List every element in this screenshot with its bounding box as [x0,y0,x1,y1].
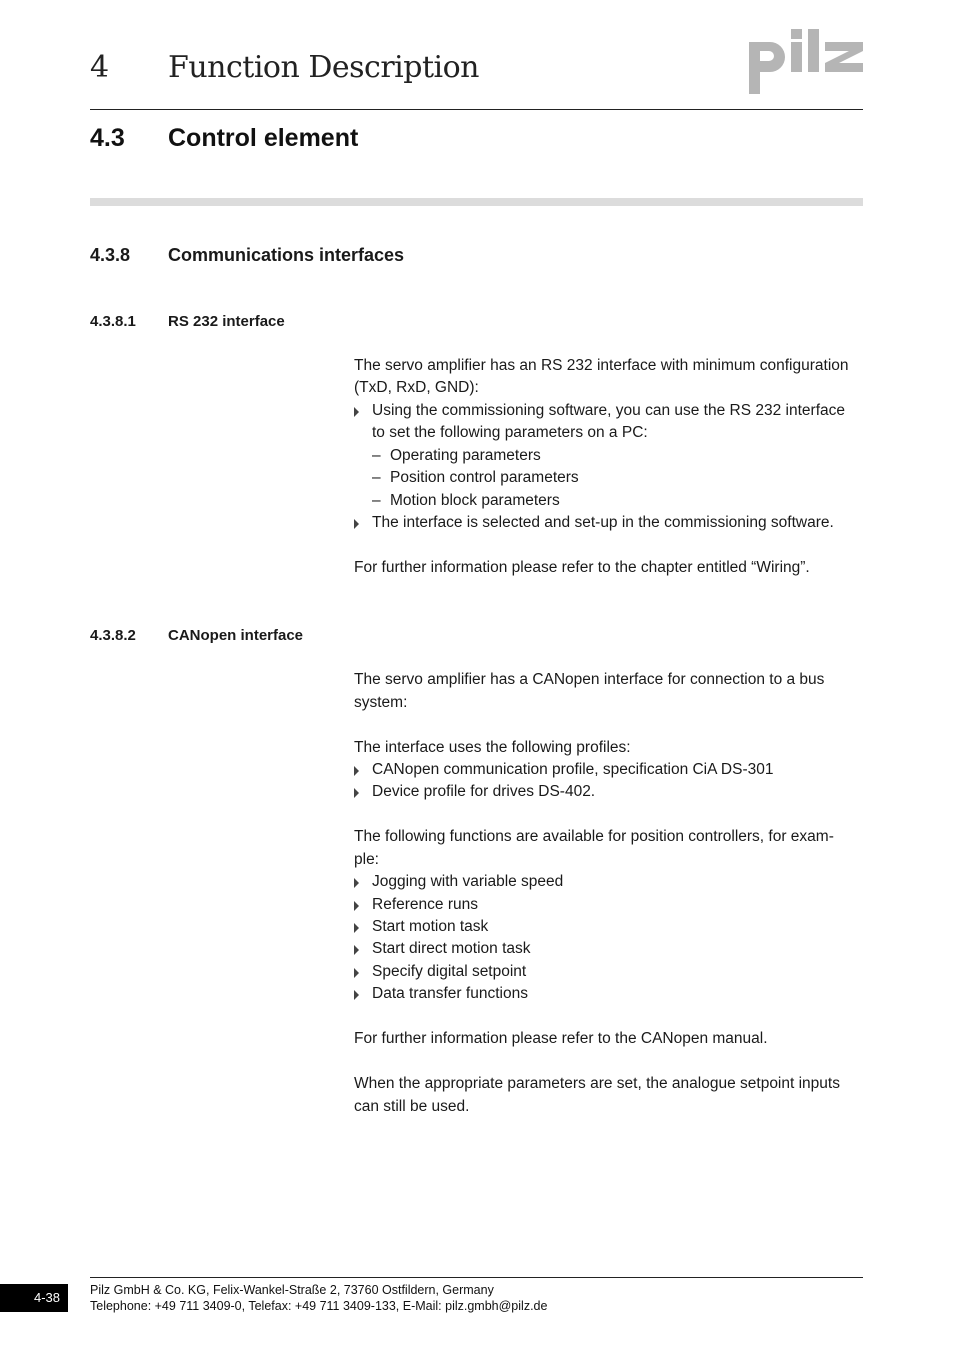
canopen-final-line2: can still be used. [354,1098,470,1115]
canopen-functions-line1: The following functions are available for position controllers, for exam- [354,828,834,845]
rs232-further-info: For further information please refer to the chapter entitled “Wiring”. [354,559,810,576]
footer-rule [90,1277,863,1278]
function-text: Start motion task [372,918,489,935]
list-item [354,871,866,894]
bullet-arrow-icon [354,878,359,888]
sub-list-item [354,467,866,490]
profile-text: Device profile for drives DS-402. [372,783,596,800]
list-item [354,894,866,917]
bullet-arrow-icon [354,407,359,417]
function-text: Jogging with variable speed [372,873,564,890]
canopen-intro-line2: system: [354,694,408,711]
header-rule [90,109,863,110]
dash-icon: – [372,469,381,486]
canopen-final-line1: When the appropriate parameters are set, the analogue setpoint inputs [354,1075,840,1092]
sub-item-text: Operating parameters [390,447,541,464]
sub-item-text: Position control parameters [390,469,579,486]
function-text: Reference runs [372,896,478,913]
canopen-functions-line2: ple: [354,851,379,868]
profile-text: CANopen communication profile, specification CiA DS-301 [372,761,774,778]
function-text: Start direct motion task [372,940,531,957]
subsection-number: 4.3.8 [90,245,131,265]
canopen-heading-title: CANopen interface [168,627,304,644]
sub-list-item [354,490,866,513]
rs232-bullet1-line1: Using the commissioning software, you can use the RS 232 interface [372,402,845,419]
list-item [354,512,866,535]
list-item [354,781,866,804]
chapter-number: 4 [90,50,110,85]
rs232-intro-line2: (TxD, RxD, GND): [354,379,479,396]
list-item [354,400,866,423]
bullet-arrow-icon [354,788,359,798]
list-item [354,916,866,939]
dash-icon: – [372,492,381,509]
bullet-arrow-icon [354,901,359,911]
canopen-heading-number: 4.3.8.2 [90,627,136,644]
canopen-profiles-intro: The interface uses the following profiles: [354,739,631,756]
sub-list-item [354,445,866,468]
list-item [354,983,866,1006]
sub-item-text: Motion block parameters [390,492,560,509]
section-number: 4.3 [90,124,125,152]
rs232-heading-number: 4.3.8.1 [90,313,136,330]
footer-contact: Telephone: +49 711 3409-0, Telefax: +49 711 3409-133, E-Mail: pilz.gmbh@pilz.de [90,1299,548,1313]
canopen-intro-line1: The servo amplifier has a CANopen interface for connection to a bus [354,671,825,688]
list-item-continuation [354,422,866,445]
section-title: Control element [168,124,359,152]
bullet-arrow-icon [354,519,359,529]
bullet-arrow-icon [354,923,359,933]
canopen-further-info: For further information please refer to the CANopen manual. [354,1030,768,1047]
chapter-title: Function Description [168,50,480,85]
bullet-arrow-icon [354,990,359,1000]
rs232-bullet2: The interface is selected and set-up in the commissioning software. [372,514,834,531]
rs232-intro-line1: The servo amplifier has an RS 232 interface with minimum configuration [354,357,849,374]
dash-icon: – [372,447,381,464]
list-item [354,961,866,984]
rs232-heading-title: RS 232 interface [168,313,285,330]
page-number: 4-38 [0,1284,68,1312]
footer-address: Pilz GmbH & Co. KG, Felix-Wankel-Straße 2, 73760 Ostfildern, Germany [90,1283,494,1297]
bullet-arrow-icon [354,766,359,776]
bullet-arrow-icon [354,968,359,978]
function-text: Data transfer functions [372,985,528,1002]
function-text: Specify digital setpoint [372,963,527,980]
list-item [354,759,866,782]
list-item [354,938,866,961]
bullet-arrow-icon [354,945,359,955]
pilz-logo [747,26,865,96]
subsection-title: Communications interfaces [168,245,405,265]
rs232-bullet1-line2: to set the following parameters on a PC: [372,424,648,441]
section-divider-bar [90,198,863,206]
